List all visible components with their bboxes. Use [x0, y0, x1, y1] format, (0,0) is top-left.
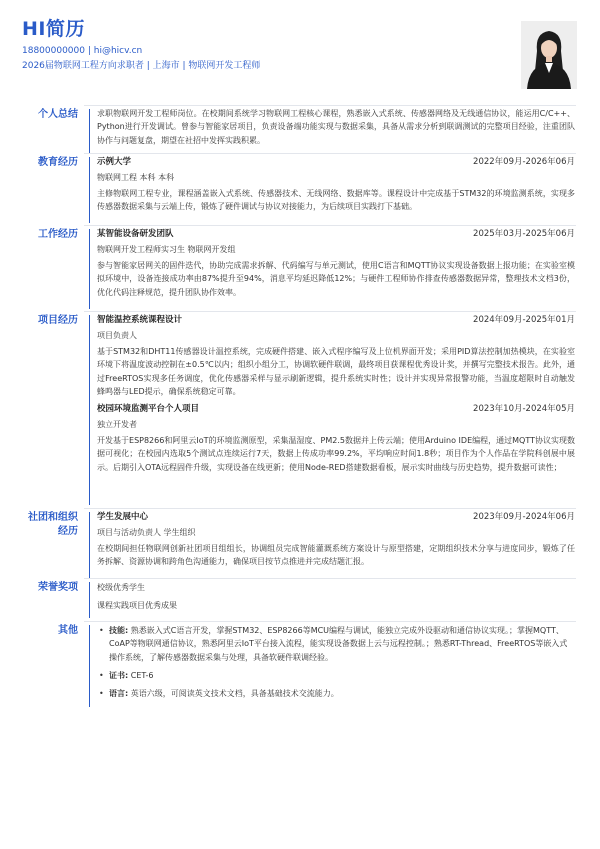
summary-label: 个人总结	[38, 109, 78, 120]
education-label: 教育经历	[38, 157, 78, 168]
org-name: 学生发展中心	[97, 512, 149, 522]
education-desc: 主修物联网工程专业，课程涵盖嵌入式系统、传感器技术、无线网络、数据库等。课程设计中完成基于STM32的环境监测系统，实现多传感器数据采集与云端上传，锻炼了硬件调试与协议对接能力，为后续项目实践打下基础。	[97, 189, 575, 212]
other-item-language: • 语言: 英语六级，可阅读英文技术文档，具备基础技术交流能力。	[97, 687, 575, 700]
summary-text: 求职物联网开发工程师岗位。在校期间系统学习物联网工程核心课程，熟悉嵌入式系统、传感器网络及无线通信协议，能运用C/C++、Python进行开发调试。曾参与智能家居项目，负责设备端功能实现与数据采集，具备从需求分析到联调测试的完整项目经验，注重团队协作与问题复盘，期望在社招中发挥实践积累。	[97, 109, 575, 145]
club-section	[0, 508, 600, 578]
contact-info: 18800000000 | hi@hicv.cn	[22, 46, 143, 56]
award-item: 课程实践项目优秀成果	[97, 601, 177, 610]
education-date: 2022年09月-2026年06月	[473, 157, 575, 167]
project-date: 2024年09月-2025年01月	[473, 315, 575, 325]
project-name: 校园环境监测平台个人项目	[97, 404, 200, 415]
work-label: 工作经历	[38, 229, 78, 240]
project-date: 2023年10月-2024年05月	[473, 404, 575, 415]
project-desc: 开发基于ESP8266和阿里云IoT的环境监测原型，采集温湿度、PM2.5数据并上传云端；使用Arduino IDE编程，通过MQTT协议实现数据可视化；在校园内选取5个测试点连续运行7天，数据上传成功率99.2%，平均响应时间1.8秒；项目作为个人作品在学院科创展中展示。后期引入OTA远程固件升级，实现设备在线更新；使用Node-RED搭建数据看板，展示实时曲线与历史趋势，提升数据可读性；	[97, 436, 575, 472]
club-desc: 在校期间担任物联网创新社团项目组组长，协调组员完成智能灌溉系统方案设计与原型搭建，定期组织技术分享与进度同步，锻炼了任务拆解、资源协调和跨角色沟通能力，确保项目按节点推进并完成结题汇报。	[97, 544, 575, 567]
club-role: 项目与活动负责人 学生组织	[97, 528, 196, 537]
bullet-icon: •	[99, 689, 104, 699]
projects-section	[0, 311, 600, 506]
project-name: 智能温控系统课程设计	[97, 315, 183, 325]
projects-label: 项目经历	[38, 315, 78, 326]
other-label: 其他	[58, 625, 78, 636]
other-item-certificate: • 证书: CET-6	[97, 669, 575, 682]
work-date: 2025年03月-2025年06月	[473, 229, 575, 239]
work-section	[0, 225, 600, 310]
education-section	[0, 153, 600, 223]
summary-section	[0, 105, 600, 155]
project-role: 独立开发者	[97, 420, 137, 430]
project-role: 项目负责人	[97, 331, 137, 340]
other-item-skills: • 技能: 熟悉嵌入式C语言开发，掌握STM32、ESP8266等MCU编程与调试，能独立完成外设驱动和通信协议实现。；掌握MQTT、CoAP等物联网通信协议，熟悉阿里云IoT平台接入流程，能实现设备数据上云与远程控制。；熟悉RT-Thread、FreeRTOS等嵌入式操作系统，了解传感器数据采集与处理，具备软硬件联调经验。	[99, 626, 568, 662]
awards-label: 荣誉奖项	[38, 582, 78, 593]
work-role: 物联网开发工程师实习生 物联网开发组	[97, 245, 236, 254]
work-desc: 参与智能家居网关的固件迭代，协助完成需求拆解、代码编写与单元测试，使用C语言和MQTT协议实现设备数据上报功能；在实验室模拟环境中，设备连接成功率由87%提升至94%，消息平均延迟降低12%；与硬件工程师协作排查传感器数据异常，整理技术文档3份，优化代码注释规范，提升团队协作效率。	[97, 261, 575, 297]
other-section	[0, 621, 600, 711]
club-date: 2023年09月-2024年06月	[473, 512, 575, 522]
bullet-icon: •	[99, 670, 104, 680]
company-name: 某智能设备研发团队	[97, 229, 174, 239]
award-item: 校级优秀学生	[97, 583, 145, 592]
awards-section	[0, 578, 600, 620]
bullet-icon: •	[99, 626, 104, 635]
project-desc: 基于STM32和DHT11传感器设计温控系统，完成硬件搭建、嵌入式程序编写及上位机界面开发；采用PID算法控制加热模块，在实验室环境下将温度波动控制在±0.5℃以内；组织小组分工，协调软硬件联调，最终项目获课程优秀设计奖，并撰写完整技术报告。此外，通过FreeRTOS实现多任务调度，优化传感器采样与显示刷新逻辑，提升系统实时性；设计并实现异常报警功能，当温度超限时自动触发蜂鸣器与LED提示，确保系统稳定可靠。	[97, 347, 575, 396]
profile-photo	[521, 21, 577, 89]
school-name: 示例大学	[97, 157, 132, 167]
education-major: 物联网工程 本科 本科	[97, 173, 175, 182]
resume-name: HI简历	[22, 18, 85, 40]
job-intent: 2026届物联网工程方向求职者 | 上海市 | 物联网开发工程师	[22, 61, 261, 71]
club-label: 社团和组织经历	[28, 512, 78, 537]
